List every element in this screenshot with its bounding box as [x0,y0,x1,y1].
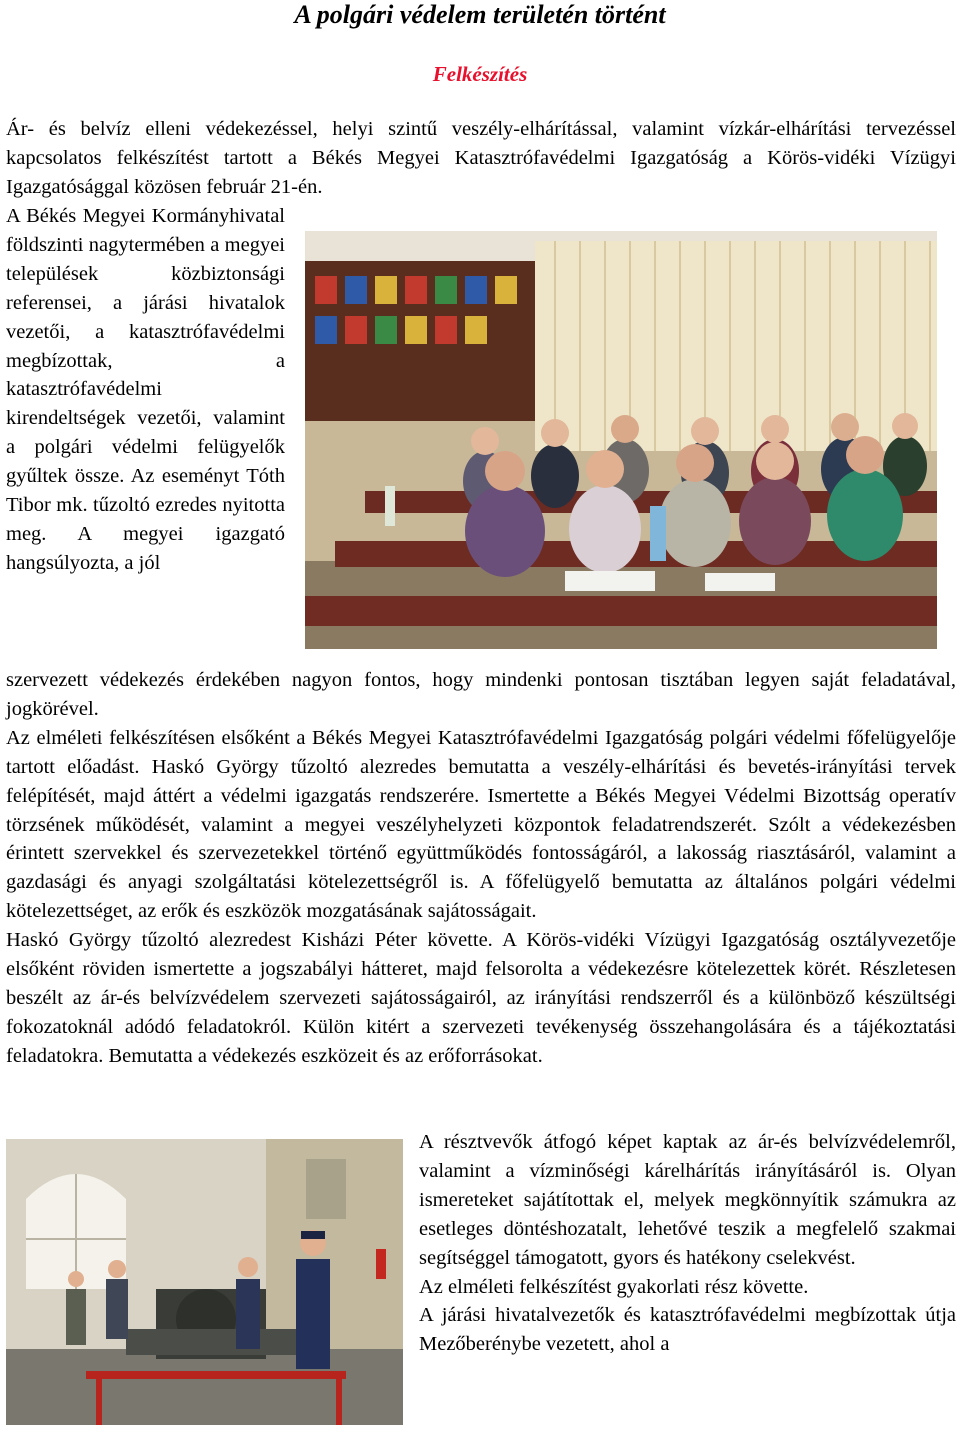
right-column-text [419,1128,956,1359]
conference-room-photo [305,231,937,649]
intro-paragraph: Ár- és belvíz elleni védekezéssel, helyi szintű veszély-elhárítással, valamint vízkár-elhárítási tervezéssel kapcsolatos felkészítést tartott a Békés Megyei Katasztrófavédelmi Igazgatóság a Körös-vidéki Vízügyi Igazgatósággal közösen február 21-én. [6,118,956,198]
main-text [6,666,956,1071]
right-paragraph-2: Az elméleti felkészítést gyakorlati rész követte. [419,1275,809,1298]
paragraph-3: Haskó György tűzoltó alezredest Kisházi Péter követte. A Körös-vidéki Vízügyi Igazgatóság osztályvezetője elsőként röviden ismertette a jogszabályi hátteret, majd felsorolta a védekezésre kötelezettek körét. Részletesen beszélt az ár-és belvízvédelem szervezeti sajátosságairól, az irányítási rendszerről és a különböző készültségi fokozatoknál adódó feladatokról. Külön kitért a szervezeti tevékenység összehangolására és a tájékoztatási feladatokra. Bemutatta a védekezés eszközeit és az erőforrásokat. [6,929,956,1067]
right-paragraph-3: A járási hivatalvezetők és katasztrófavédelmi megbízottak útja Mezőberénybe vezetett, ahol a [419,1304,956,1356]
document-subtitle: Felkészítés [432,62,528,86]
document-title: A polgári védelem területén történt [294,0,666,29]
paragraph-2: Az elméleti felkészítésen elsőként a Békés Megyei Katasztrófavédelmi Igazgatóság polgári védelmi főfelügyelője tartott előadást. Haskó György tűzoltó alezredes bemutatta a veszély-elhárítási és bevetés-irányítási tervek felépítését, majd áttért a védelmi igazgatás rendszerére. Ismertette a Békés Megyei Védelmi Bizottság operatív törzsének működését, valamint a megyei veszélyhelyzeti központok feladatrendszerét. Szólt a védekezésben érintett szervekkel és szervezetekkel történő együttműködés fontosságáról, a lakosság riasztásáról, valamint a gazdasági és anyagi szolgáltatási kötelezettségről is. A főfelügyelő bemutatta az általános polgári védelmi kötelezettséget, az erők és eszközök mozgatásának sajátosságait. [6,726,956,923]
pumping-station-photo [6,1139,403,1425]
wrapped-paragraph: A Békés Megyei Kormányhivatal földszinti nagytermében a megyei települések közbiztonsági referensei, a járási hivatalok vezetői, a katasztrófavédelmi megbízottak, a katasztrófavédelmi kirendeltségek vezetői, valamint a polgári védelmi felügyelők gyűltek össze. Az eseményt Tóth Tibor mk. tűzoltó ezredes nyitotta meg. A megyei igazgató hangsúlyozta, a jól [6,205,285,574]
right-paragraph-1: A résztvevők átfogó képet kaptak az ár-és belvízvédelemről, valamint a vízminőségi kárelhárítás irányításáról is. Olyan ismereteket sajátítottak el, melyek megkönnyítik számukra az esetleges döntéshozatalt, lehetővé teszik a megfelelő szakmai segítséggel támogatott, gyors és hatékony cselekvést. [419,1131,956,1269]
paragraph-1: szervezett védekezés érdekében nagyon fontos, hogy mindenki pontosan tisztában legyen saját feladatával, jogkörével. [6,669,956,720]
